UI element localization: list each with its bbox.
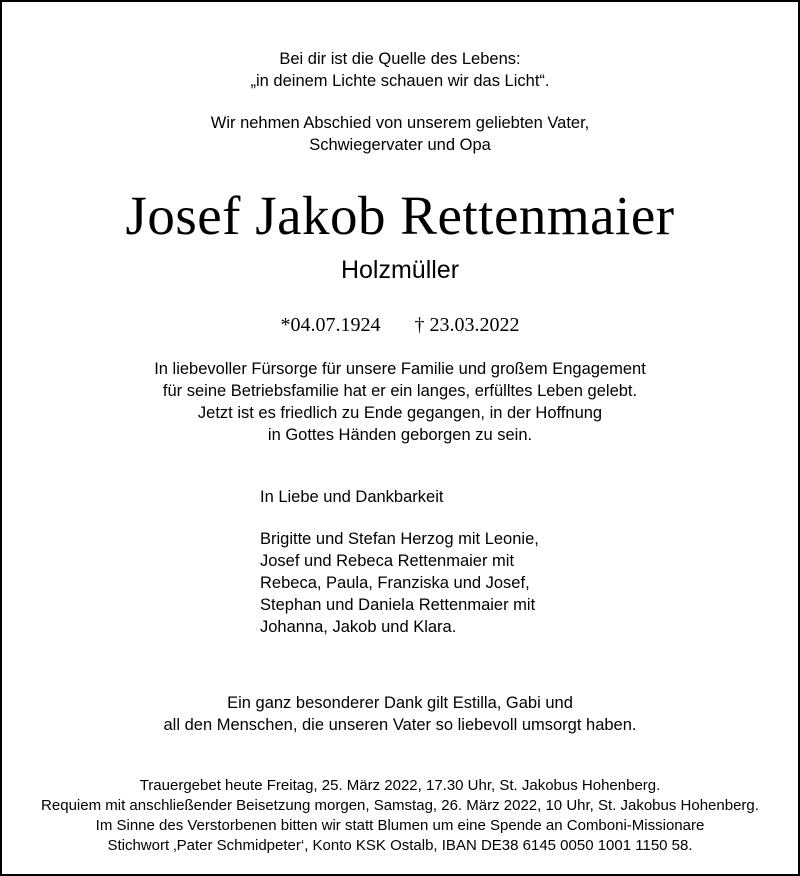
service-line-2: Requiem mit anschließender Beisetzung morgen, Samstag, 26. März 2022, 10 Uhr, St. Jakobus Hohenberg. [41,797,759,814]
deceased-nickname: Holzmüller [340,256,460,284]
verse-line-1: Bei dir ist die Quelle des Lebens: [279,50,521,68]
tribute-line-2: für seine Betriebsfamilie hat er ein langes, erfülltes Leben gelebt. [162,382,638,400]
mourner-line-2: Josef und Rebeca Rettenmaier mit [260,552,515,570]
mourner-line-1: Brigitte und Stefan Herzog mit Leonie, [260,530,539,548]
thanks-line-2: all den Menschen, die unseren Vater so liebevoll umsorgt haben. [163,716,637,734]
deceased-name: Josef Jakob Rettenmaier [125,185,675,246]
service-line-4: Stichwort ‚Pater Schmidpeter‘, Konto KSK Ostalb, IBAN DE38 6145 0050 1001 1150 58. [107,837,693,854]
tribute-line-3: Jetzt ist es friedlich zu Ende gegangen, in der Hoffnung [197,404,603,422]
mourners-heading: In Liebe und Dankbarkeit [260,488,444,506]
mourner-line-5: Johanna, Jakob und Klara. [260,618,457,636]
life-dates [2,313,798,337]
birth-date: *04.07.1924 [280,314,381,336]
verse-line-2: „in deinem Lichte schauen wir das Licht“. [250,72,550,90]
intro-line-1: Wir nehmen Abschied von unserem geliebten Vater, [210,114,590,132]
service-line-3: Im Sinne des Verstorbenen bitten wir statt Blumen um eine Spende an Comboni-Missionare [95,817,705,834]
tribute-line-1: In liebevoller Fürsorge für unsere Familie und großem Engagement [154,360,646,378]
tribute-line-4: in Gottes Händen geborgen zu sein. [267,426,533,444]
service-line-1: Trauergebet heute Freitag, 25. März 2022, 17.30 Uhr, St. Jakobus Hohenberg. [139,777,661,794]
intro-line-2: Schwiegervater und Opa [309,136,491,154]
thanks-line-1: Ein ganz besonderer Dank gilt Estilla, Gabi und [227,694,573,712]
mourner-line-4: Stephan und Daniela Rettenmaier mit [260,596,536,614]
death-date: † 23.03.2022 [414,314,520,336]
mourner-line-3: Rebeca, Paula, Franziska und Josef, [260,574,530,592]
